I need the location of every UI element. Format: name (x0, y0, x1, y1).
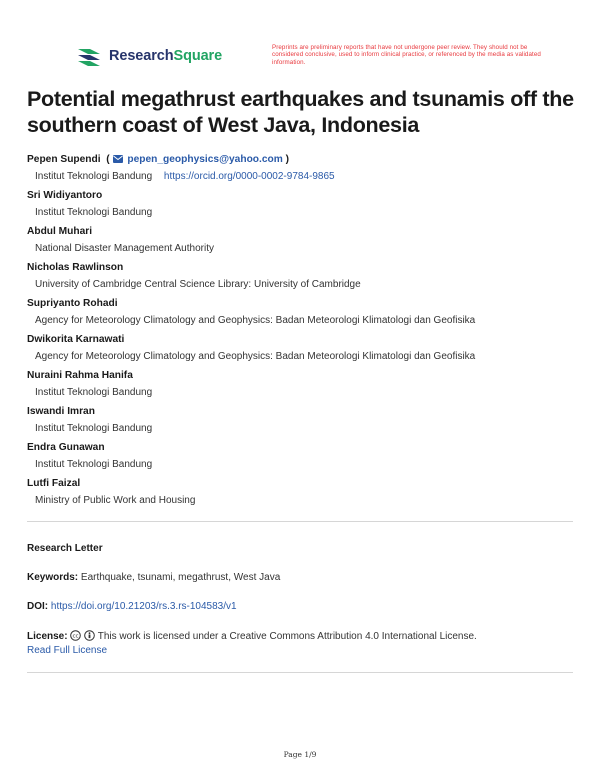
author-entry (27, 405, 577, 441)
author-entry: Pepen Supendi ( pepen_geophysics@yahoo.com ) Institut Teknologi Bandung https://orcid.org/0000-0002-9784-9865 (27, 154, 335, 182)
author-affiliation: Institut Teknologi Bandung (35, 459, 153, 470)
author-entry (27, 369, 577, 405)
author-affiliation: Agency for Meteorology Climatology and Geophysics: Badan Meteorologi Klimatologi dan Geofisika (35, 315, 476, 326)
doi-row (27, 600, 237, 614)
doi-label: DOI: (27, 601, 49, 612)
author-name: Supriyanto Rohadi (27, 298, 118, 309)
author-affiliation: Institut Teknologi Bandung (35, 423, 153, 434)
author-name: Lutfi Faizal (27, 478, 81, 489)
read-full-license-link[interactable]: Read Full License (27, 645, 108, 656)
author-affiliation: Institut Teknologi Bandung (35, 171, 153, 182)
article-type: Research Letter (27, 543, 103, 554)
divider (27, 672, 573, 673)
divider (27, 521, 573, 522)
keywords-value: Earthquake, tsunami, megathrust, West Java (80, 572, 281, 583)
research-square-logo[interactable] (76, 46, 222, 66)
author-name: Endra Gunawan (27, 442, 105, 453)
author-entry (27, 477, 577, 513)
logo-square: Square (173, 48, 223, 64)
license-label: License: (27, 631, 68, 642)
author-affiliation: Ministry of Public Work and Housing (35, 495, 196, 506)
author-name: Iswandi Imran (27, 406, 95, 417)
author-affiliation: Institut Teknologi Bandung (35, 387, 153, 398)
paper-title: Potential megathrust earthquakes and tsunamis off the southern coast of West Java, Indonesia (27, 87, 574, 137)
attribution-icon (84, 630, 95, 641)
author-name: Pepen Supendi (27, 154, 101, 165)
license-text: This work is licensed under a Creative Commons Attribution 4.0 International License. (97, 631, 477, 642)
author-entry (27, 333, 577, 369)
mail-icon (113, 155, 123, 163)
author-entry (27, 261, 577, 297)
author-list (27, 153, 577, 513)
research-square-logo-icon (76, 46, 102, 66)
logo-research: Research (109, 48, 174, 64)
svg-text:cc: cc (72, 633, 79, 640)
author-entry (27, 189, 577, 225)
page-number: Page 1/9 (283, 750, 317, 759)
author-name: Dwikorita Karnawati (27, 334, 125, 345)
creative-commons-icon (70, 630, 81, 641)
header (76, 44, 546, 78)
author-entry (27, 297, 577, 333)
author-entry (27, 441, 577, 477)
email-paren: ( (103, 154, 110, 165)
author-affiliation: University of Cambridge Central Science Library: University of Cambridge (35, 279, 361, 290)
keywords-label: Keywords: (27, 572, 79, 583)
logo-wordmark (109, 48, 222, 64)
keywords-row (27, 571, 280, 585)
preprint-disclaimer: Preprints are preliminary reports that have not undergone peer review. They should not be considered conclusive, used to inform clinical practice, or referenced by the media as validated information. (272, 44, 541, 66)
author-name: Nuraini Rahma Hanifa (27, 370, 133, 381)
author-name: Abdul Muhari (27, 226, 93, 237)
author-name: Sri Widiyantoro (27, 190, 103, 201)
doi-link[interactable]: https://doi.org/10.21203/rs.3.rs-104583/v1 (50, 601, 237, 612)
author-name: Nicholas Rawlinson (27, 262, 124, 273)
orcid-link[interactable]: https://orcid.org/0000-0002-9784-9865 (163, 171, 335, 182)
author-affiliation: National Disaster Management Authority (35, 243, 214, 254)
license-row (27, 630, 573, 658)
author-affiliation: Institut Teknologi Bandung (35, 207, 153, 218)
author-entry (27, 225, 577, 261)
author-affiliation: Agency for Meteorology Climatology and Geophysics: Badan Meteorologi Klimatologi dan Geofisika (35, 351, 476, 362)
author-email-link[interactable]: pepen_geophysics@yahoo.com (127, 154, 283, 165)
